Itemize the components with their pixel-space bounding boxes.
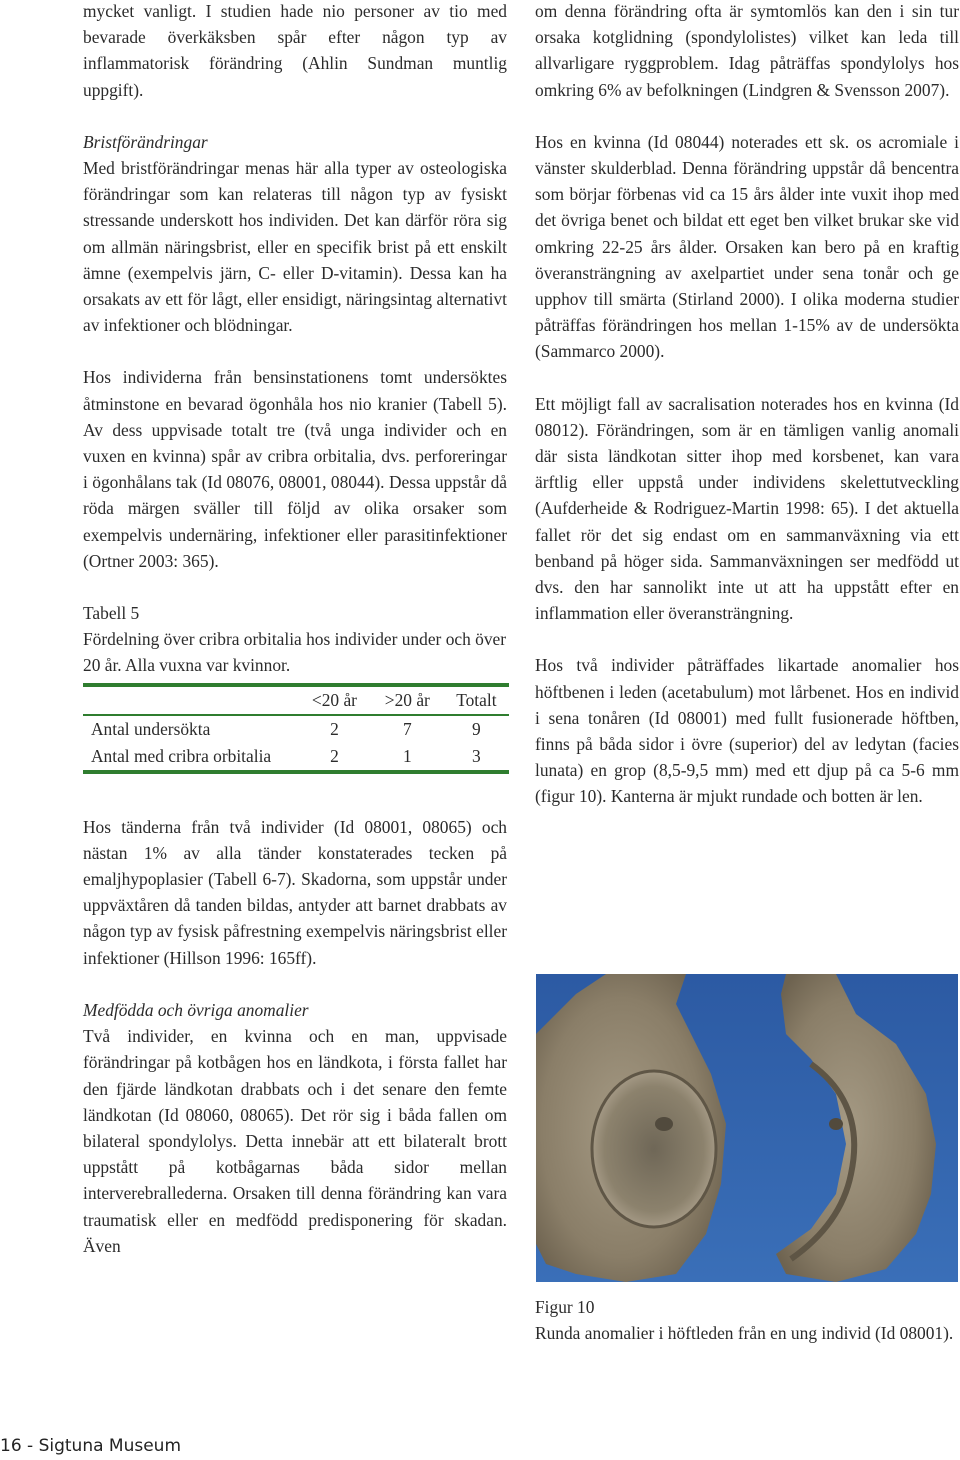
left-column xyxy=(83,0,507,1259)
page-footer: 16 - Sigtuna Museum xyxy=(0,1436,182,1456)
table-cell-label: Antal undersökta xyxy=(91,718,211,739)
paragraph-anomalier: Två individer, en kvinna och en man, uppvisade förändringar på kotbågen hos en ländkota, i första fallet har den fjärde ländkotan drabbats och i det senare den femte ländkotan (Id 08060, 08065). Det rör sig i båda fallen om bilateral spondylolys. Detta innebär att ett bilateralt brott uppstått på kotbågarnas båda sidor mellan interverebrallederna. Orsaken till denna förändring kan vara traumatisk eller en medfödd predisponering för skadan. Även xyxy=(83,1026,507,1256)
table-cell-total: 9 xyxy=(472,718,481,739)
table-header-empty xyxy=(83,685,298,715)
table-header-row xyxy=(83,685,509,715)
table-caption: Fördelning över cribra orbitalia hos individer under och över 20 år. Alla vuxna var kvinnor. xyxy=(83,629,507,676)
table-cell-under20: 2 xyxy=(330,718,339,739)
table-cell-total: 3 xyxy=(472,745,481,766)
paragraph-cribra: Hos individerna från bensinstationens tomt undersöktes åtminstone en bevarad ögonhåla hos nio kranier (Tabell 5). Av dess uppvisade totalt tre (två unga individer och en vuxen en kvinna) spår av cribra orbitalia, dvs. perforeringar i ögonhålans tak (Id 08076, 08001, 08044). Dessa uppstår då röda märgen sväller till följd av olika orsaker som exempelvis undernäring, infektioner eller parasitinfektioner (Ortner 2003: 365). xyxy=(83,367,507,571)
paragraph-sacralisation: Ett möjligt fall av sacralisation noterades hos en kvinna (Id 08012). Förändringen, som är en tämligen vanlig anomali där sista ländkotan sitter ihop med korsbenet, kan vara ärftlig eller uppstå under individens skelettutveckling (Aufderheide & Rodriguez-Martin 1998: 65). I det aktuella fallet rör det sig endast om en sammanväxning via ett benband på höger sida. Sammanväxningen ser medfödd ut dvs. den har sannolikt inte ut att ha uppstått efter en inflammation eller överansträngning. xyxy=(535,393,959,624)
pit-left xyxy=(655,1117,673,1131)
paragraph-intro: mycket vanligt. I studien hade nio personer av tio med bevarade överkäksben spår efter någon typ av inflammatorisk förändring (Ahlin Sundman muntlig uppgift). xyxy=(83,1,507,100)
table-cell-over20: 7 xyxy=(402,718,412,739)
paragraph-teeth: Hos tänderna från två individer (Id 08001, 08065) och nästan 1% av alla tänder konstaterades tecken på emaljhypoplasier (Tabell 6-7). Skadorna, som uppstår under uppväxtåren då tanden bildas, antyder att barnet drabbats av någon typ av fysisk påfrestning exempelvis näringsbrist eller infektioner (Hillson 1996: 165ff). xyxy=(83,816,507,968)
acetabulum-left xyxy=(592,1071,716,1227)
paragraph-spondylolys: om denna förändring ofta är symtomlös kan den i sin tur orsaka kotglidning (spondylolistes) vilket kan leda till allvarligare ryggproblem. Idag påträffas spondylolys hos omkring 6% av befolkningen (Lindgren & Svensson 2007). xyxy=(535,1,959,100)
table-header-under20: <20 år xyxy=(311,689,357,710)
table-cell-over20: 1 xyxy=(402,745,412,766)
table-cell-label: Antal med cribra orbitalia xyxy=(91,745,272,766)
heading-anomalier: Medfödda och övriga anomalier xyxy=(83,999,309,1020)
heading-bristforandringar: Bristförändringar xyxy=(83,131,208,152)
right-column xyxy=(535,0,959,810)
pit-right xyxy=(829,1118,843,1130)
figure-label: Figur 10 xyxy=(535,1297,595,1317)
paragraph-brist: Med bristförändringar menas här alla typer av osteologiska förändringar som kan relateras till någon typ av fysiskt stressande underskott hos individen. Det kan därför röra sig om allmän näringsbrist, eller en specifik brist på ett enskilt ämne (exempelvis järn, C- eller D-vitamin). Dessa kan ha orsakats av ett för lågt, eller ensidigt, näringsintag alternativt av infektioner och blödningar. xyxy=(83,158,507,336)
figure-caption-block xyxy=(535,1294,959,1346)
table-cell-under20: 2 xyxy=(330,745,339,766)
paragraph-acetabulum: Hos två individer påträffades likartade anomalier hos höftbenen i leden (acetabulum) mot lårbenet. Hos en individ i sena tonåren (Id 08001) med fullt fusionerade höftben, finns på båda sidor i övre (superior) del av ledytan (facies lunata) en grop (8,5-9,5 mm) med ett djup på ca 5-6 mm (figur 10). Kanterna är mjukt rundade och botten är len. xyxy=(535,655,959,807)
table-label: Tabell 5 xyxy=(83,603,140,624)
table-row xyxy=(83,743,509,772)
figure-photo xyxy=(536,974,958,1282)
figure-caption: Runda anomalier i höftleden från en ung individ (Id 08001). xyxy=(535,1323,954,1344)
table-header-over20: >20 år xyxy=(384,689,430,710)
table-row xyxy=(83,715,509,743)
paragraph-os-acromiale: Hos en kvinna (Id 08044) noterades ett sk. os acromiale i vänster skulderblad. Denna förändring uppstår då bencentra som börjar förbenas vid ca 15 års ålder inte vuxit ihop med det övriga benet och bildat ett eget ben vilket brukar ske vid omkring 22-25 års ålder. Orsaken kan bero på en kraftig överansträngning av axelpartiet under sena tonår och ge upphov till smärta (Stirland 2000). I olika moderna studier påträffas förändringen hos mellan 1-15% av de undersökta (Sammarco 2000). xyxy=(535,131,959,362)
table-cribra-orbitalia xyxy=(83,683,509,774)
table-header-total: Totalt xyxy=(456,689,497,710)
